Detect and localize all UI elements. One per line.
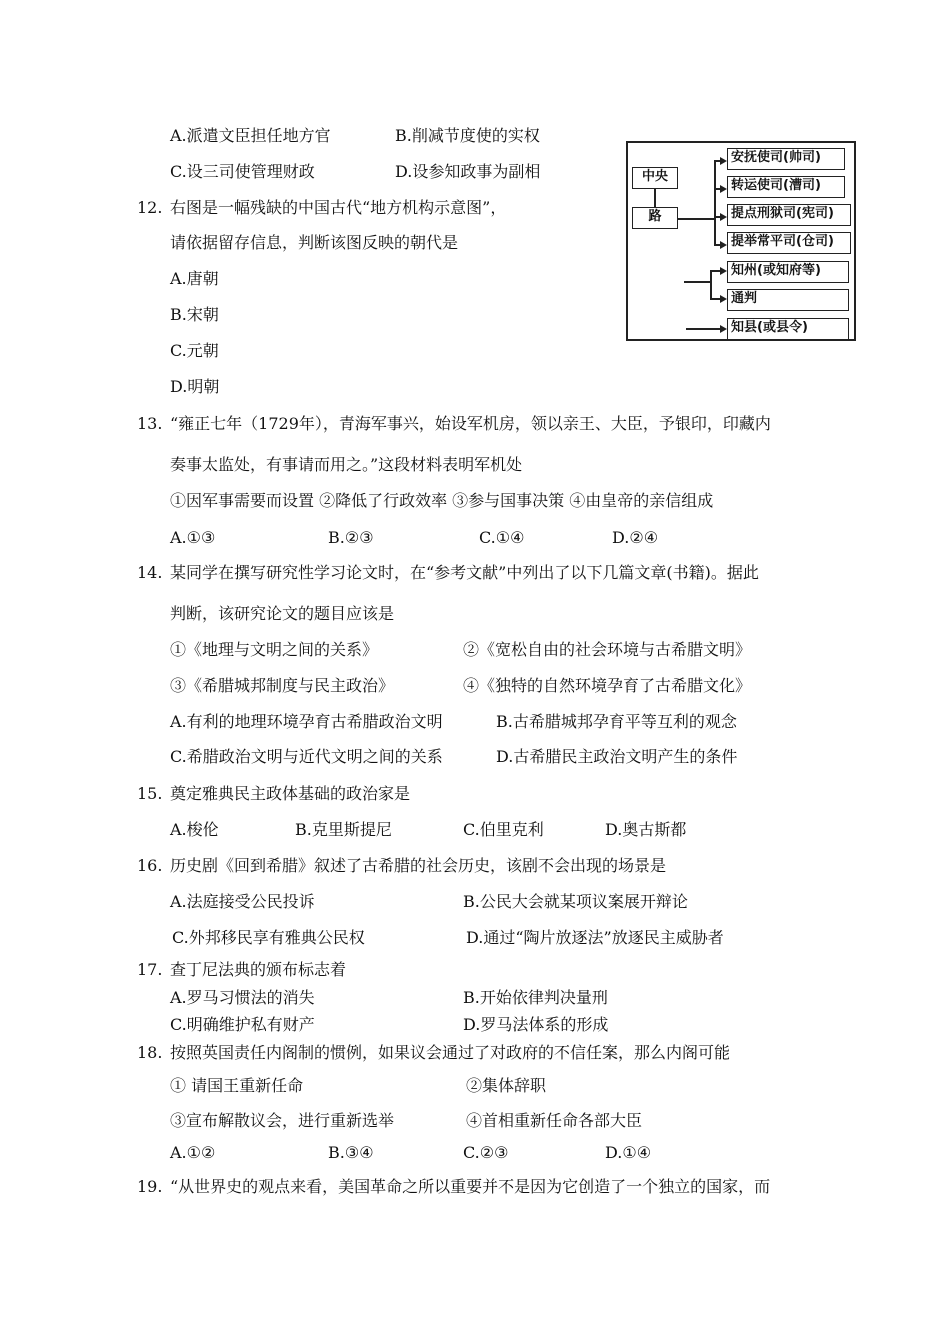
q18-item-4: ④首相重新任命各部大臣 bbox=[466, 1111, 643, 1130]
q14-option-d: D.古希腊民主政治文明产生的条件 bbox=[496, 747, 738, 766]
q13-option-d: D.②④ bbox=[612, 528, 659, 547]
diagram-connector bbox=[714, 160, 716, 244]
q13-stem-line2: 奏事太监处，有事请而用之。”这段材料表明军机处 bbox=[170, 455, 523, 474]
diagram-box-zhizhou: 知州(或知府等) bbox=[727, 261, 849, 283]
q18-item-1: ① 请国王重新任命 bbox=[170, 1076, 304, 1095]
q12-option-b: B.宋朝 bbox=[170, 305, 219, 324]
q15-option-b: B.克里斯提尼 bbox=[295, 820, 392, 839]
q17-stem: 查丁尼法典的颁布标志着 bbox=[170, 960, 347, 979]
q16-number: 16. bbox=[137, 856, 163, 875]
q19-stem-line1: “从世界史的观点来看，美国革命之所以重要并不是因为它创造了一个独立的国家，而 bbox=[170, 1177, 771, 1196]
diagram-lu-box: 路 bbox=[632, 207, 678, 229]
q14-stem-line2: 判断，该研究论文的题目应该是 bbox=[170, 604, 395, 623]
q15-option-a: A.梭伦 bbox=[170, 820, 219, 839]
diagram-connector bbox=[684, 281, 710, 283]
diagram-connector bbox=[686, 328, 722, 330]
q14-item-4: ④《独特的自然环境孕育了古希腊文化》 bbox=[463, 676, 752, 695]
q14-option-b: B.古希腊城邦孕育平等互利的观念 bbox=[496, 712, 737, 731]
q16-option-b: B.公民大会就某项议案展开辩论 bbox=[463, 892, 688, 911]
q16-option-a: A.法庭接受公民投诉 bbox=[170, 892, 315, 911]
arrow-icon bbox=[720, 241, 727, 249]
q13-option-b: B.②③ bbox=[328, 528, 374, 547]
diagram-connector bbox=[710, 270, 712, 298]
arrow-icon bbox=[720, 157, 727, 165]
q13-option-c: C.①④ bbox=[479, 528, 525, 547]
q16-stem: 历史剧《回到希腊》叙述了古希腊的社会历史，该剧不会出现的场景是 bbox=[170, 856, 667, 875]
q15-number: 15. bbox=[137, 784, 163, 803]
q15-option-d: D.奥古斯都 bbox=[605, 820, 687, 839]
q11-option-d: D.设参知政事为副相 bbox=[395, 162, 541, 181]
q15-option-c: C.伯里克利 bbox=[463, 820, 544, 839]
q14-item-2: ②《宽松自由的社会环境与古希腊文明》 bbox=[463, 640, 752, 659]
q18-option-d: D.①④ bbox=[605, 1143, 652, 1162]
q12-number: 12. bbox=[137, 198, 163, 217]
arrow-icon bbox=[720, 185, 727, 193]
q11-option-b: B.削减节度使的实权 bbox=[395, 126, 540, 145]
diagram-central-box: 中央 bbox=[632, 167, 678, 189]
q13-items: ①因军事需要而设置 ②降低了行政效率 ③参与国事决策 ④由皇帝的亲信组成 bbox=[170, 491, 714, 510]
q14-stem-line1: 某同学在撰写研究性学习论文时，在“参考文献”中列出了以下几篇文章(书籍)。据此 bbox=[170, 563, 759, 582]
q17-option-c: C.明确维护私有财产 bbox=[170, 1015, 315, 1034]
local-institution-diagram bbox=[626, 141, 856, 341]
arrow-icon bbox=[720, 213, 727, 221]
diagram-connector bbox=[678, 218, 714, 220]
q18-item-2: ②集体辞职 bbox=[466, 1076, 547, 1095]
arrow-icon bbox=[720, 295, 727, 303]
q12-option-c: C.元朝 bbox=[170, 341, 219, 360]
q18-stem: 按照英国责任内阁制的惯例，如果议会通过了对政府的不信任案，那么内阁可能 bbox=[170, 1043, 731, 1062]
q11-option-c: C.设三司使管理财政 bbox=[170, 162, 315, 181]
q13-stem-line1: “雍正七年（1729年），青海军事兴，始设军机房，领以亲王、大臣，予银印，印藏内 bbox=[170, 414, 771, 433]
q17-option-d: D.罗马法体系的形成 bbox=[463, 1015, 609, 1034]
q18-item-3: ③宣布解散议会，进行重新选举 bbox=[170, 1111, 395, 1130]
arrow-icon bbox=[720, 325, 727, 333]
q12-stem-line1: 右图是一幅残缺的中国古代“地方机构示意图”， bbox=[170, 198, 507, 217]
diagram-connector bbox=[654, 189, 656, 207]
arrow-icon bbox=[720, 267, 727, 275]
diagram-box-anfu: 安抚使司(帅司) bbox=[727, 148, 845, 170]
q18-option-c: C.②③ bbox=[463, 1143, 509, 1162]
q14-item-3: ③《希腊城邦制度与民主政治》 bbox=[170, 676, 395, 695]
q17-option-b: B.开始依律判决量刑 bbox=[463, 988, 608, 1007]
diagram-box-tidian: 提点刑狱司(宪司) bbox=[727, 204, 851, 226]
q14-option-c: C.希腊政治文明与近代文明之间的关系 bbox=[170, 747, 443, 766]
diagram-box-zhixian: 知县(或县令) bbox=[727, 318, 849, 340]
q15-stem: 奠定雅典民主政体基础的政治家是 bbox=[170, 784, 411, 803]
q19-number: 19. bbox=[137, 1177, 163, 1196]
diagram-box-tongpan: 通判 bbox=[727, 289, 849, 311]
q11-option-a: A.派遣文臣担任地方官 bbox=[170, 126, 331, 145]
q13-option-a: A.①③ bbox=[170, 528, 216, 547]
q14-option-a: A.有利的地理环境孕育古希腊政治文明 bbox=[170, 712, 443, 731]
q17-number: 17. bbox=[137, 960, 163, 979]
q17-option-a: A.罗马习惯法的消失 bbox=[170, 988, 315, 1007]
q14-number: 14. bbox=[137, 563, 163, 582]
q16-option-c: C.外邦移民享有雅典公民权 bbox=[172, 928, 365, 947]
q13-number: 13. bbox=[137, 414, 163, 433]
q16-option-d: D.通过“陶片放逐法”放逐民主威胁者 bbox=[466, 928, 724, 947]
q12-option-a: A.唐朝 bbox=[170, 269, 219, 288]
q18-option-b: B.③④ bbox=[328, 1143, 374, 1162]
q14-item-1: ①《地理与文明之间的关系》 bbox=[170, 640, 379, 659]
q18-option-a: A.①② bbox=[170, 1143, 216, 1162]
diagram-box-zhuanyun: 转运使司(漕司) bbox=[727, 176, 845, 198]
diagram-box-tiju: 提举常平司(仓司) bbox=[727, 232, 851, 254]
q12-stem-line2: 请依据留存信息，判断该图反映的朝代是 bbox=[170, 233, 459, 252]
q18-number: 18. bbox=[137, 1043, 163, 1062]
q12-option-d: D.明朝 bbox=[170, 377, 220, 396]
